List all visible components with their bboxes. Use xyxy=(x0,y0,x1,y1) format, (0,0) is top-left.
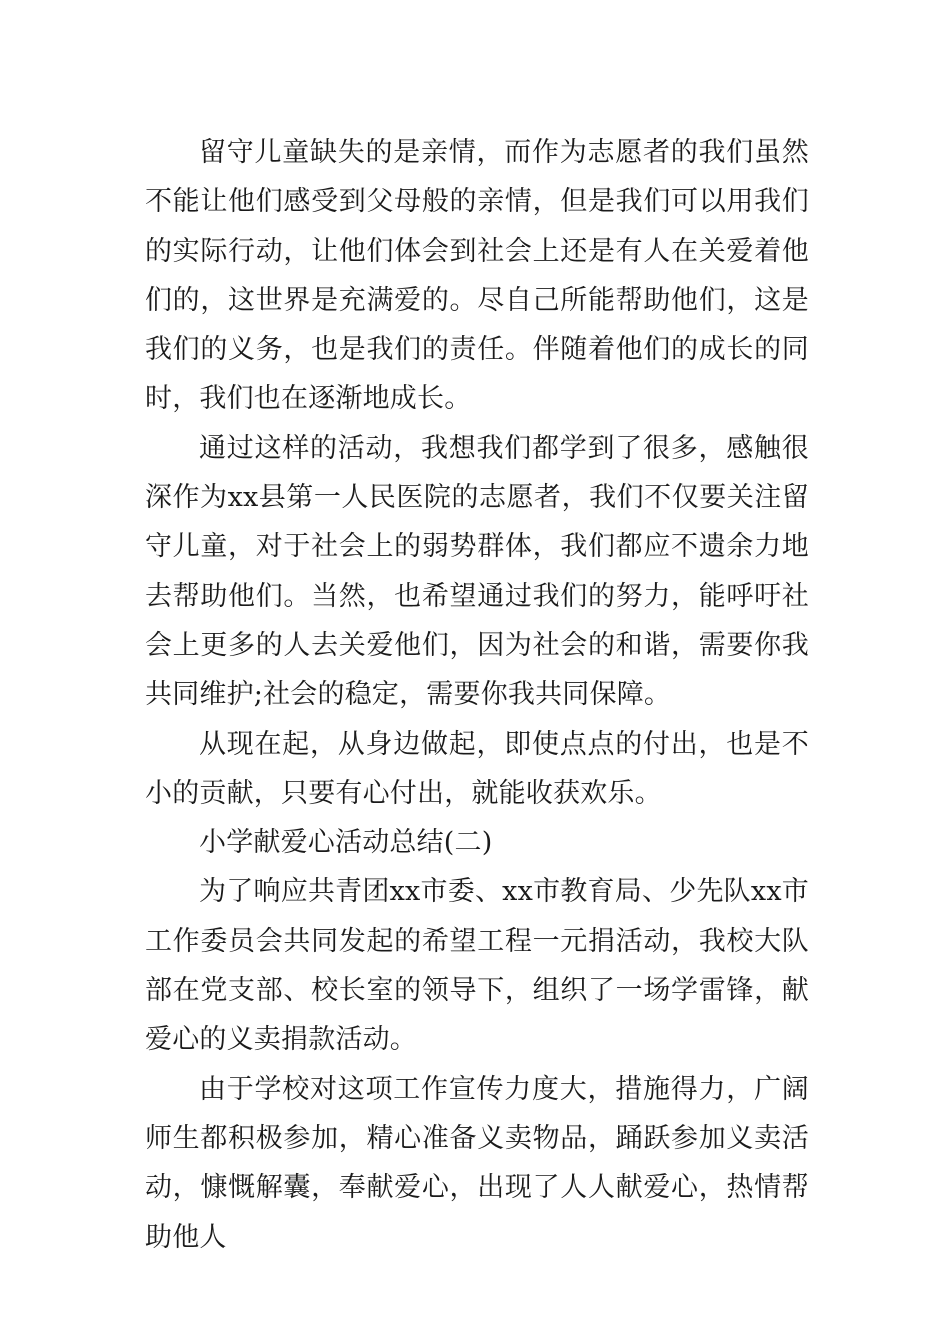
paragraph-start-now: 从现在起，从身边做起，即使点点的付出，也是不小的贡献，只要有心付出，就能收获欢乐。 xyxy=(145,728,809,809)
section-title: 小学献爱心活动总结(二) xyxy=(199,827,493,859)
paragraph-school-participation: 由于学校对这项工作宣传力度大，措施得力，广阔师生都积极参加，精心准备义卖物品，踊跃参加义卖活动，慷慨解囊，奉献爱心，出现了人人献爱心，热情帮助他人 xyxy=(145,1073,809,1253)
paragraph-charity-sale-intro: 为了响应共青团xx市委、xx市教育局、少先队xx市工作委员会共同发起的希望工程一元捐活动，我校大队部在党支部、校长室的领导下，组织了一场学雷锋，献爱心的义卖捐款活动。 xyxy=(145,876,809,1056)
paragraph-activity-lessons: 通过这样的活动，我想我们都学到了很多，感触很深作为xx县第一人民医院的志愿者，我们不仅要关注留守儿童，对于社会上的弱势群体，我们都应不遗余力地去帮助他们。当然，也希望通过我们的努力，能呼吁社会上更多的人去关爱他们，因为社会的和谐，需要你我共同维护;社会的稳定，需要你我共同保障。 xyxy=(145,432,809,711)
document-body xyxy=(145,128,809,1262)
paragraph-volunteer-reflection: 留守儿童缺失的是亲情，而作为志愿者的我们虽然不能让他们感受到父母般的亲情，但是我们可以用我们的实际行动，让他们体会到社会上还是有人在关爱着他们的，这世界是充满爱的。尽自己所能帮助他们，这是我们的义务，也是我们的责任。伴随着他们的成长的同时，我们也在逐渐地成长。 xyxy=(145,137,809,415)
